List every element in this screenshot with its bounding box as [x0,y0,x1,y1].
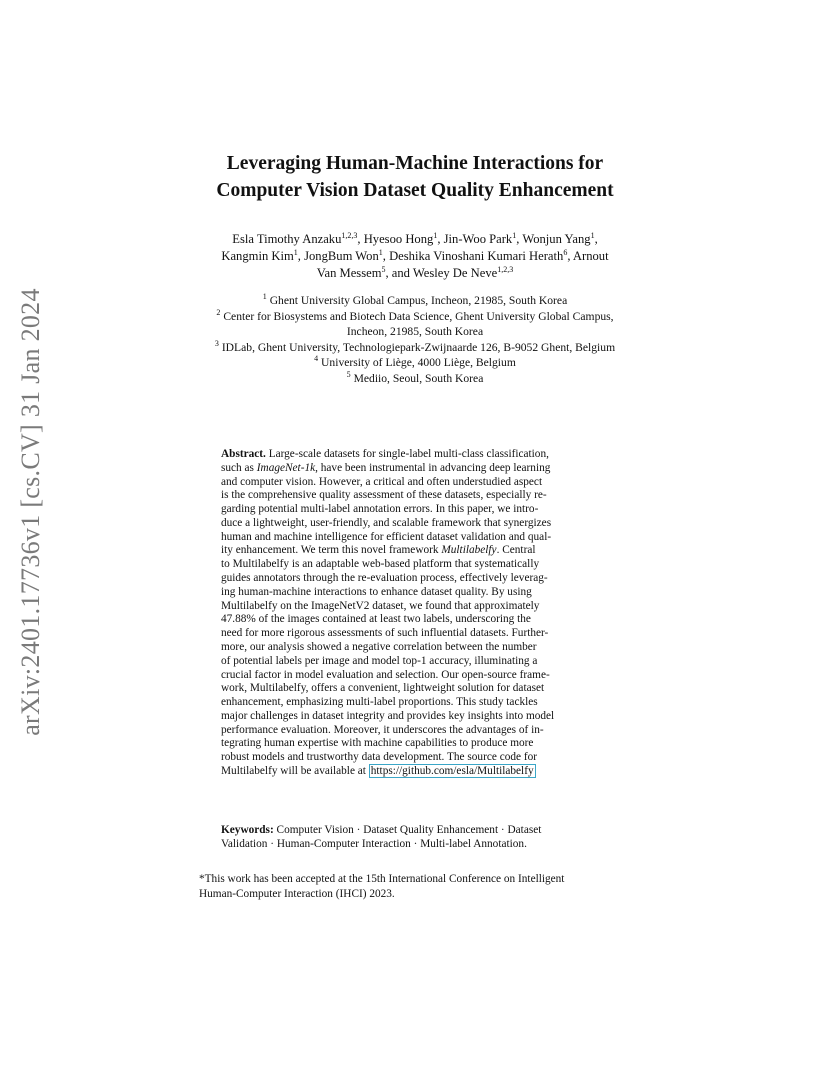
affiliation-number: 2 [216,307,221,317]
title-line-2: Computer Vision Dataset Quality Enhancement [216,180,614,201]
abstract-line: ity enhancement. We term this novel framework Multilabelfy. Central [221,544,536,557]
affiliation-item [150,355,680,371]
keywords-text-1: Computer Vision · Dataset Quality Enhancement · Dataset [276,824,542,836]
abstract-line: and computer vision. However, a critical and often understudied aspect [221,475,543,488]
abstract-line: duce a lightweight, user-friendly, and scalable framework that synergizes [221,516,552,529]
github-link[interactable]: https://github.com/esla/Multilabelfy [370,764,534,777]
author-name: Van Messem [316,266,382,281]
affiliation-text: Center for Biosystems and Biotech Data Science, Ghent University Global Campus, [223,309,614,323]
abstract-line: ing human-machine interactions to enhance dataset quality. By using [221,585,532,598]
abstract-line: such as ImageNet-1k, have been instrumental in advancing deep learning [221,461,551,474]
author-affiliation-marker: 6 [563,248,568,258]
author-separator: , [516,232,523,246]
abstract-line: crucial factor in model evaluation and selection. Our open-source frame- [221,668,550,681]
affiliation-number: 5 [346,370,351,380]
abstract [221,448,613,779]
abstract-line: to Multilabelfy is an adaptable web-based platform that systematically [221,558,540,571]
author-affiliation-marker: 5 [381,265,386,275]
author-name: Hyesoo Hong [363,232,434,246]
abstract-line: work, Multilabelfy, offers a convenient, lightweight solution for dataset [221,682,545,695]
keywords-line-2: Validation · Human-Computer Interaction · Multi-label Annotation. [221,838,527,851]
abstract-emphasis: ImageNet-1k [256,461,316,474]
author-affiliation-marker: 1 [590,230,595,240]
affiliation-number: 4 [314,354,319,364]
author-name: Jin-Woo Park [443,232,513,246]
affiliation-list [150,293,680,387]
author-line-1 [150,231,680,248]
author-separator: , [297,249,305,264]
abstract-line: is the comprehensive quality assessment of these datasets, especially re- [221,489,547,502]
paper-title [150,150,680,204]
keywords-line-1 [221,823,613,837]
footnote [199,872,639,901]
author-affiliation-marker: 1 [433,230,438,240]
author-list [150,231,680,283]
abstract-line: performance evaluation. Moreover, it underscores the advantages of in- [221,723,544,736]
author-affiliation-marker: 1 [378,248,383,258]
author-separator: , [437,232,444,246]
affiliation-item [150,293,680,309]
affiliation-item [150,340,680,356]
affiliation-item [150,309,680,325]
author-name: Arnout [572,249,609,264]
abstract-line: 47.88% of the images contained at least two labels, underscoring the [221,613,531,626]
affiliation-number: 1 [262,292,267,302]
author-affiliation-marker: 1,2,3 [341,230,358,240]
keywords [221,823,613,851]
abstract-line: enhancement, emphasizing multi-label proportions. This study tackles [221,696,538,709]
affiliation-text: Ghent University Global Campus, Incheon, 21985, South Korea [269,294,568,307]
author-name: Esla Timothy Anzaku [232,232,342,246]
abstract-line: need for more rigorous assessments of such influential datasets. Further- [221,627,549,640]
author-separator: , [382,249,390,264]
author-separator: , [567,249,573,264]
abstract-line: Multilabelfy on the ImageNetV2 dataset, we found that approximately [221,599,540,612]
affiliation-item [150,371,680,387]
abstract-line: more, our analysis showed a negative correlation between the number [221,640,537,653]
author-name: Kangmin Kim [221,249,294,264]
abstract-line: Abstract. Large-scale datasets for single-label multi-class classification, [221,448,549,460]
footnote-line-2: Human-Computer Interaction (IHCI) 2023. [199,887,395,900]
abstract-line: major challenges in dataset integrity and provides key insights into model [221,709,555,722]
abstract-line: garding potential multi-label annotation errors. In this paper, we intro- [221,503,539,516]
keywords-label: Keywords: [221,824,274,836]
abstract-line: human and machine intelligence for efficient dataset validation and qual- [221,530,552,543]
affiliation-text: Incheon, 21985, South Korea [346,325,484,339]
abstract-body [221,448,613,765]
author-separator: , [357,232,364,246]
abstract-line: of potential labels per image and model top-1 accuracy, illuminating a [221,654,538,667]
author-name: and Wesley De Neve [391,266,498,281]
affiliation-number: 3 [214,338,219,348]
affiliation-text: University of Liège, 4000 Liège, Belgium [321,356,516,370]
author-line-3 [150,265,680,282]
author-name: JongBum Won [304,249,379,264]
abstract-line: guides annotators through the re-evaluation process, effectively leverag- [221,572,548,585]
footnote-line-1: *This work has been accepted at the 15th International Conference on Intelligent [199,873,565,885]
abstract-line: robust models and trustworthy data development. The source code for [221,751,538,764]
author-name: Wonjun Yang [522,232,591,246]
author-name: Deshika Vinoshani Kumari Herath [389,249,564,264]
abstract-line: tegrating human expertise with machine capabilities to produce more [221,737,534,750]
author-line-2 [150,248,680,265]
abstract-last-line-text: Multilabelfy will be available at [221,764,366,777]
author-separator: , [594,232,598,246]
affiliation-text: IDLab, Ghent University, Technologiepark-Zwijnaarde 126, B-9052 Ghent, Belgium [221,340,616,354]
abstract-last-line [221,765,613,779]
affiliation-text: Mediio, Seoul, South Korea [353,371,484,385]
author-affiliation-marker: 1 [293,248,298,258]
author-separator: , [385,266,392,281]
author-affiliation-marker: 1 [512,230,517,240]
arxiv-identifier: arXiv:2401.17736v1 [cs.CV] 31 Jan 2024 [16,288,45,736]
title-line-1: Leveraging Human-Machine Interactions for [226,153,604,174]
affiliation-item [150,324,680,340]
abstract-emphasis: Multilabelfy [441,544,497,557]
abstract-label: Abstract. [221,448,269,460]
author-affiliation-marker: 1,2,3 [497,265,514,275]
